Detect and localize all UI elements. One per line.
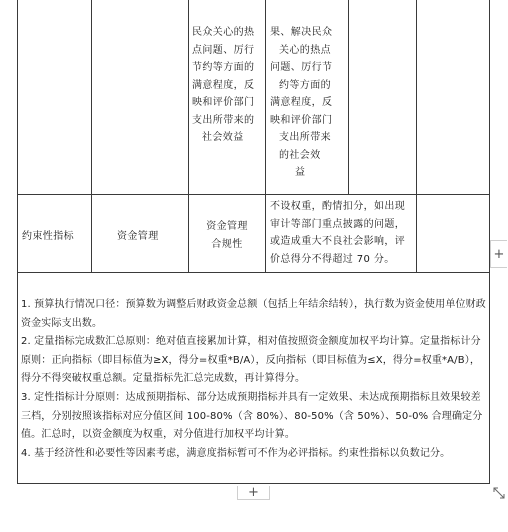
row1-col4-cell	[270, 24, 344, 182]
plus-icon: +	[493, 246, 505, 262]
note-item: 2. 定量指标完成数汇总原则：绝对值直接累加计算，相对值按照资金额度加权平均计算。定量指标计分原则：正向指标（即目标值为≥X，得分=权重*B/A），反向指标（即目标值为≤X，得分=权重*A/B），得分不得突破权重总额。定量指标先汇总完成数，再计算得分。	[21, 336, 481, 385]
cell-line: 映和评价部门	[270, 114, 333, 126]
cell-line: 满意程度，反	[192, 79, 255, 91]
table-border-left	[17, 0, 18, 484]
cell-line: 支出所带来	[279, 132, 331, 143]
add-column-button[interactable]	[490, 240, 507, 268]
cell-line: 映和评价部门	[192, 97, 255, 108]
note-item: 1. 预算执行情况口径：预算数为调整后财政资金总额（包括上年结余结转），执行数为资金使用单位财政资金实际支出数。	[21, 299, 486, 329]
note-item: 4. 基于经济性和必要性等因素考虑，满意度指标暂可不作为必评指标。约束性指标以负数记分。	[21, 447, 451, 459]
row-divider-1	[17, 194, 490, 195]
row1-col3-cell	[192, 24, 258, 147]
row2-indicator2-cell	[194, 218, 260, 253]
cell-line: 资金管理	[206, 221, 248, 232]
plus-icon: +	[248, 484, 259, 500]
cell-line: 的社会效	[279, 149, 321, 161]
cell-line: 或造成重大不良社会影响，评	[270, 236, 406, 247]
col-divider-3	[265, 0, 266, 272]
cell-line: 审计等部门重点披露的问题，	[270, 218, 406, 230]
resize-handle-icon[interactable]	[492, 486, 506, 500]
cell-line: 问题、厉行节	[270, 62, 333, 73]
cell-line: 约等方面的	[279, 79, 331, 91]
cell-line: 不设权重，酌情扣分，如出现	[270, 201, 406, 212]
table-border-bottom	[17, 483, 490, 484]
cell-line: 关心的热点	[279, 44, 331, 56]
cell-line: 点问题、厉行	[192, 44, 255, 56]
row2-category-cell: 约束性指标	[22, 231, 74, 242]
notes-section	[21, 296, 486, 463]
note-item: 3. 定性指标计分原则：达成预期指标、部分达成预期指标并具有一定效果、未达成预期指标且效果较差三档，分别按照该指标对应分值区间 100-80%（含 80%）、80-50%（含 50%）、50-0% 合理确定分值。汇总时，以资金额度为权重，对分值进行加权平均计算。	[21, 391, 483, 441]
cell-line: 民众关心的热	[192, 27, 255, 38]
cell-line: 合规性	[211, 238, 243, 250]
cell-line: 价总得分不得超过 70 分。	[270, 253, 395, 265]
row-divider-2	[17, 272, 490, 273]
cell-line: 社会效益	[202, 132, 244, 143]
col-divider-2	[188, 0, 189, 272]
col-divider-1	[91, 0, 92, 272]
add-row-button[interactable]	[237, 486, 270, 500]
cell-line: 满意程度，反	[270, 97, 333, 108]
col-divider-4	[348, 0, 349, 194]
cell-line: 节约等方面的	[192, 62, 255, 73]
cell-line: 支出所带来的	[192, 114, 255, 126]
row2-indicator1-cell: 资金管理	[117, 231, 159, 242]
cell-line: 果、解决民众	[270, 27, 333, 38]
row2-standard-cell	[270, 198, 420, 268]
cell-line: 益	[295, 167, 306, 178]
